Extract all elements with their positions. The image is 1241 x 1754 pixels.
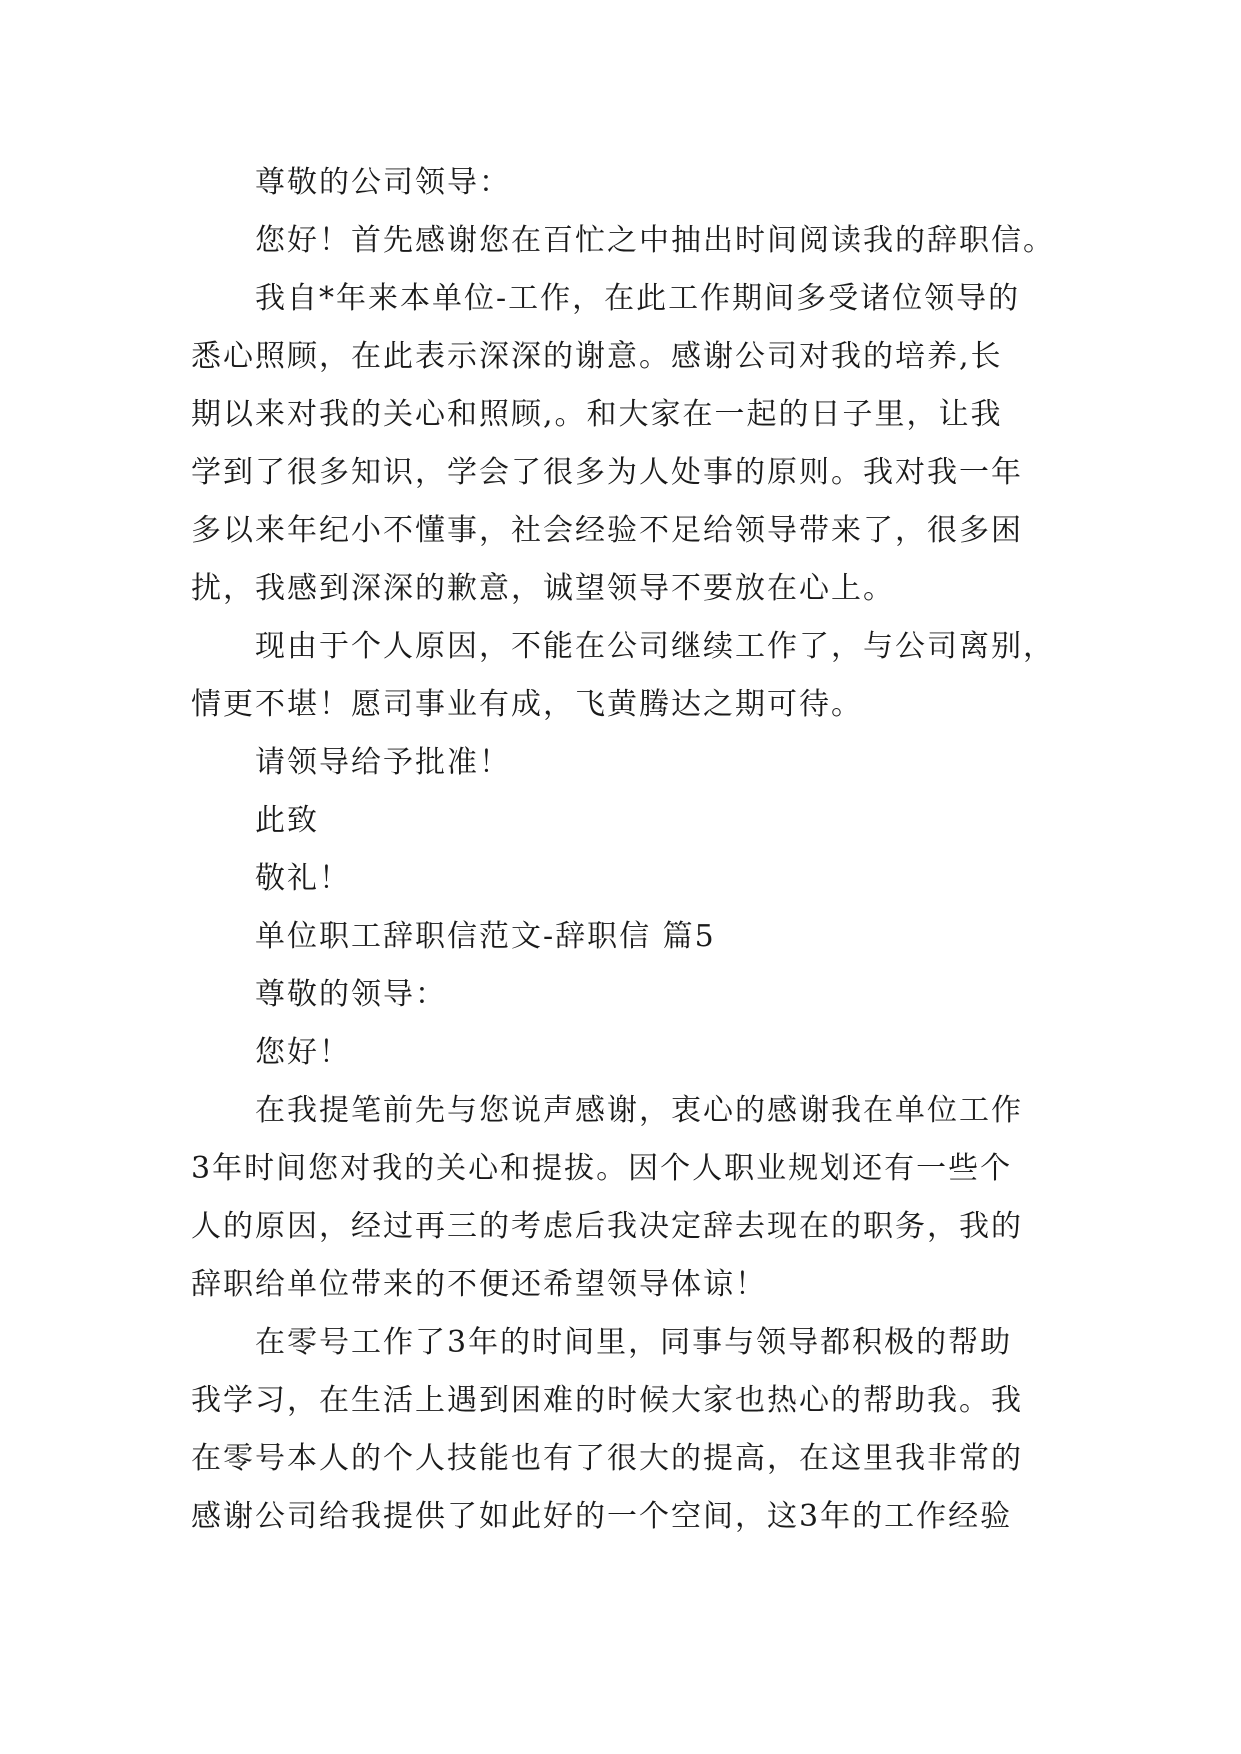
request-line: 请领导给予批准！ [255,745,511,780]
greeting-line: 您好！ [255,1035,351,1070]
paragraph-line: 多以来年纪小不懂事，社会经验不足给领导带来了，很多困 [191,513,1023,548]
paragraph-line: 悉心照顾，在此表示深深的谢意。感谢公司对我的培养,长 [191,339,1003,374]
paragraph-line: 期以来对我的关心和照顾,。和大家在一起的日子里，让我 [191,397,1003,432]
letter-body [191,154,1055,1546]
paragraph-line: 在零号本人的个人技能也有了很大的提高，在这里我非常的 [191,1441,1023,1476]
paragraph-line: 现由于个人原因，不能在公司继续工作了，与公司离别， [255,629,1055,664]
paragraph-line: 我学习，在生活上遇到困难的时候大家也热心的帮助我。我 [191,1383,1023,1418]
paragraph-line: 3年时间您对我的关心和提拔。因个人职业规划还有一些个 [191,1151,1013,1186]
paragraph-line: 我自*年来本单位-工作，在此工作期间多受诸位领导的 [255,281,1021,316]
salutation: 尊敬的领导： [255,977,447,1012]
paragraph-line: 扰，我感到深深的歉意，诚望领导不要放在心上。 [191,571,895,606]
section-heading: 单位职工辞职信范文-辞职信 篇5 [255,919,716,954]
paragraph-line: 在我提笔前先与您说声感谢，衷心的感谢我在单位工作 [255,1093,1023,1128]
paragraph-line: 学到了很多知识，学会了很多为人处事的原则。我对我一年 [191,455,1023,490]
closing-line: 此致 [255,803,319,838]
paragraph-line: 感谢公司给我提供了如此好的一个空间，这3年的工作经验 [191,1499,1013,1534]
paragraph-line: 在零号工作了3年的时间里，同事与领导都积极的帮助 [255,1325,1013,1360]
paragraph-line: 辞职给单位带来的不便还希望领导体谅！ [191,1267,767,1302]
paragraph-line: 情更不堪！愿司事业有成，飞黄腾达之期可待。 [191,687,863,722]
paragraph-line: 人的原因，经过再三的考虑后我决定辞去现在的职务，我的 [191,1209,1023,1244]
salutation: 尊敬的公司领导： [255,165,511,200]
greeting-paragraph: 您好！首先感谢您在百忙之中抽出时间阅读我的辞职信。 [255,223,1055,258]
closing-regards: 敬礼！ [255,861,351,896]
